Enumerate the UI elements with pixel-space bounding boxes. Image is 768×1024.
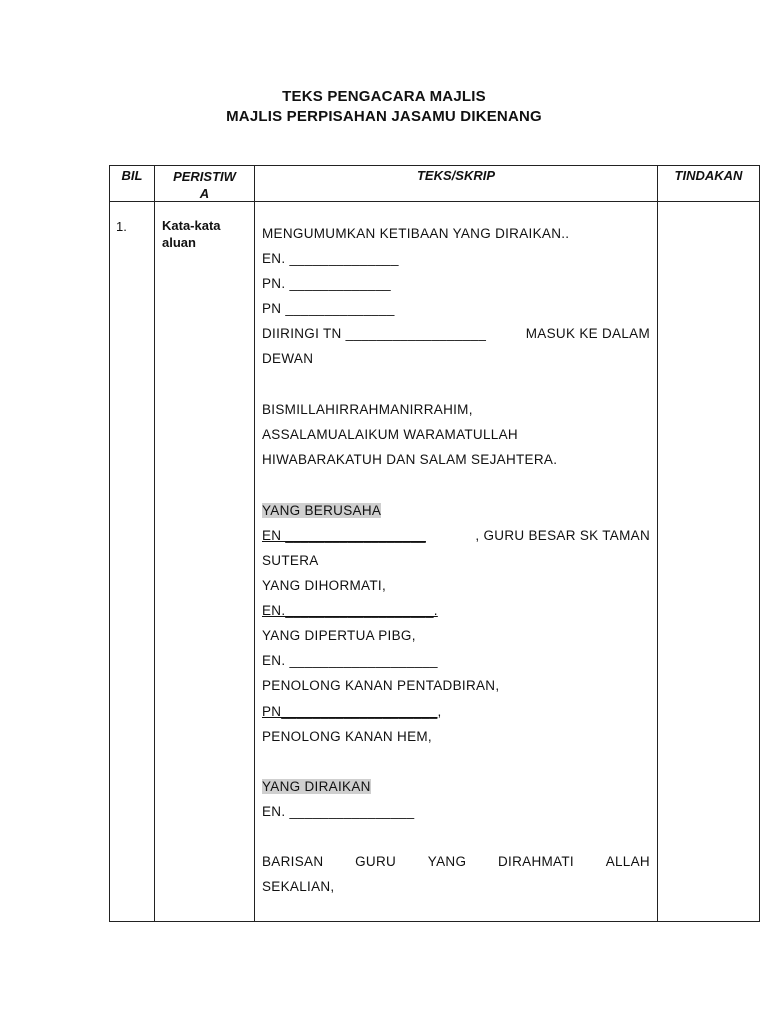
script-line: BISMILLAHIRRAHMANIRRAHIM, — [262, 402, 473, 417]
script-line: PN ______________ — [262, 301, 395, 316]
script-line-part: EN.___________________. — [262, 603, 438, 618]
event-name — [162, 217, 252, 251]
script-line — [262, 603, 650, 618]
script-word: ALLAH — [605, 854, 650, 869]
script-line-part: PN____________________ — [262, 704, 438, 719]
event-name-line2: aluan — [162, 235, 196, 250]
script-line — [262, 326, 650, 341]
script-line-part: EN __________________ — [262, 528, 426, 543]
row-number: 1. — [116, 219, 127, 234]
highlighted-heading: YANG BERUSAHA — [262, 503, 382, 518]
script-line-part: , — [437, 704, 442, 719]
script-line: EN. ______________ — [262, 251, 399, 266]
table-col-divider-3 — [657, 165, 658, 922]
script-line — [262, 528, 650, 543]
script-line — [262, 503, 650, 518]
script-word: YANG — [427, 854, 467, 869]
script-line: SEKALIAN, — [262, 879, 335, 894]
highlighted-heading: YANG DIRAIKAN — [262, 779, 371, 794]
script-word: GURU — [355, 854, 397, 869]
table-border-left — [109, 165, 110, 922]
script-line: EN. ___________________ — [262, 653, 438, 668]
script-line — [262, 704, 650, 719]
header-peristiwa-line1: PERISTIW — [173, 169, 236, 184]
header-peristiwa-line2: A — [199, 186, 210, 201]
script-line: DEWAN — [262, 351, 314, 366]
script-word: DIRAHMATI — [498, 854, 574, 869]
table-col-divider-1 — [154, 165, 155, 922]
header-tindakan: TINDAKAN — [674, 168, 743, 183]
table-border-bottom — [109, 921, 760, 922]
script-word: BARISAN — [262, 854, 324, 869]
script-line: PENOLONG KANAN HEM, — [262, 729, 432, 744]
event-name-line1: Kata-kata — [162, 218, 221, 233]
document-title: TEKS PENGACARA MAJLIS — [282, 88, 486, 105]
script-line-part: , GURU BESAR SK TAMAN — [475, 528, 650, 543]
header-bil: BIL — [121, 168, 143, 183]
script-line — [262, 854, 650, 869]
script-line: EN. ________________ — [262, 804, 415, 819]
script-line: HIWABARAKATUH DAN SALAM SEJAHTERA. — [262, 452, 558, 467]
document-subtitle: MAJLIS PERPISAHAN JASAMU DIKENANG — [226, 108, 542, 125]
table-border-right — [759, 165, 760, 922]
table-border-top — [109, 165, 760, 166]
script-line — [262, 779, 650, 794]
script-line: SUTERA — [262, 553, 319, 568]
header-teks-skrip: TEKS/SKRIP — [416, 168, 495, 183]
script-line: PENOLONG KANAN PENTADBIRAN, — [262, 678, 500, 693]
script-line-part: DIIRINGI TN __________________ — [262, 326, 487, 341]
header-peristiwa — [155, 168, 254, 202]
script-line: YANG DIHORMATI, — [262, 578, 387, 593]
script-line: ASSALAMUALAIKUM WARAMATULLAH — [262, 427, 518, 442]
script-line: MENGUMUMKAN KETIBAAN YANG DIRAIKAN.. — [262, 226, 570, 241]
script-line: PN. _____________ — [262, 276, 391, 291]
table-col-divider-2 — [254, 165, 255, 922]
script-line: YANG DIPERTUA PIBG, — [262, 628, 416, 643]
script-line-part: MASUK KE DALAM — [525, 326, 650, 341]
